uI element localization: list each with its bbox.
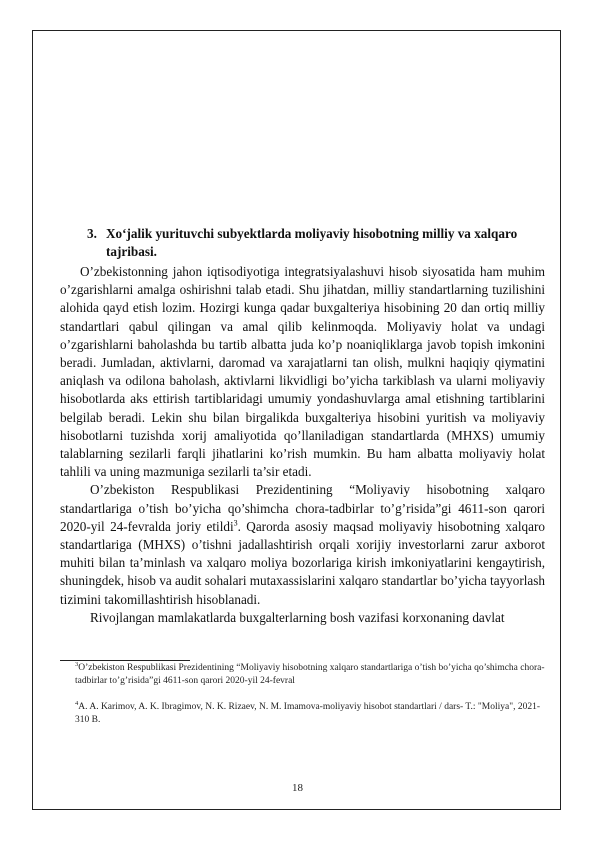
footnote-1-mark: 3 bbox=[75, 660, 79, 668]
section-number: 3. bbox=[87, 226, 97, 241]
page-number: 18 bbox=[292, 782, 303, 794]
paragraph-2 bbox=[60, 481, 545, 608]
footnote-reference[interactable]: 3 bbox=[233, 518, 238, 528]
footnote-1 bbox=[75, 662, 545, 687]
footnote-divider bbox=[60, 660, 190, 661]
footnote-2-mark: 4 bbox=[75, 699, 79, 707]
footnote-1-text: O’zbekiston Respublikasi Prezidentining “Moliyaviy hisobotning xalqaro standartlariga o’tish bo’yicha qo’shimcha chora-tadbirlar to’g’risida”gi 4611-son qarori 2020-yil 24-fevral bbox=[75, 663, 545, 686]
section-title: Xo‘jalik yurituvchi subyektlarda moliyaviy hisobotning milliy va xalqaro tajribasi. bbox=[106, 226, 518, 259]
paragraph-1: O’zbekistonning jahon iqtisodiyotiga integratsiyalashuvi hisob siyosatida ham muhim o’zgarishlarni amalga oshirishni talab etadi. Shu jihatdan, milliy standartlarning tuzilishini alohida qayd etish lozim. Hozirgi kunga qadar buxgalteriya hisobining 20 dan ortiq milliy standartlari qabul qilingan va amal qilib kelinmoqda. Moliyaviy holat va undagi o’zgarishlarni baholashda bu tartib albatta juda ko’p noaniqliklarga javob topish imkonini beradi. Jumladan, aktivlarni, daromad va xarajatlarni tan olish, mulkni haqiqiy qiymatini aniqlash va odilona baholash, aktivlarni likvidligi bo’yicha tarkiblash va ularni moliyaviy hisobotlarda aks ettirish tartiblaridagi umumiy yondashuvlarga amal etishning tartiblarini belgilab beradi. Lekin shu bilan birgalikda buxgalteriya hisobini yuritish va moliyaviy hisobotlarni tuzishda xorij amaliyotida qo’llaniladigan standartlarda (MHXS) umumiy talablarning sezilarli farqli jihatlarini ko’rish mumkin. Bu ham albatta moliyaviy holat tahlili va uning mazmuniga sezilarli ta’sir etadi. bbox=[60, 264, 545, 480]
main-content bbox=[60, 225, 545, 627]
footnote-2-text: A. A. Karimov, A. K. Ibragimov, N. K. Rizaev, N. M. Imamova-moliyaviy hisobot standartlari / dars- T.: "Moliya", 2021-310 B. bbox=[75, 702, 540, 725]
paragraph-3: Rivojlangan mamlakatlarda buxgalterlarning bosh vazifasi korxonaning davlat bbox=[90, 609, 505, 625]
section-heading bbox=[87, 225, 545, 261]
footnote-2 bbox=[75, 701, 545, 726]
paragraph-2-text: O’zbekiston Respublikasi Prezidentining “Moliyaviy hisobotning xalqaro standartlariga o’tish bo’yicha qo’shimcha chora-tadbirlar to’g’risida”gi 4611-son qarori 2020-yil 24-fevralda joriy etildi bbox=[60, 482, 545, 534]
paragraph-2-continuation: . Qarorda asosiy maqsad moliyaviy hisobotning xalqaro standartlariga (MHXS) o’tishni jadallashtirish orqali xorijiy investorlarni zarur axborot muhiti bilan ta’minlash va xalqaro moliya bozorlariga kirish imkoniyatlarini kengaytirish, shuningdek, hisob va audit sohalari mutaxassislarini xalqaro standartlar bo’yicha tayyorlash tizimini takomillashtirish hisoblanadi. bbox=[60, 518, 545, 607]
